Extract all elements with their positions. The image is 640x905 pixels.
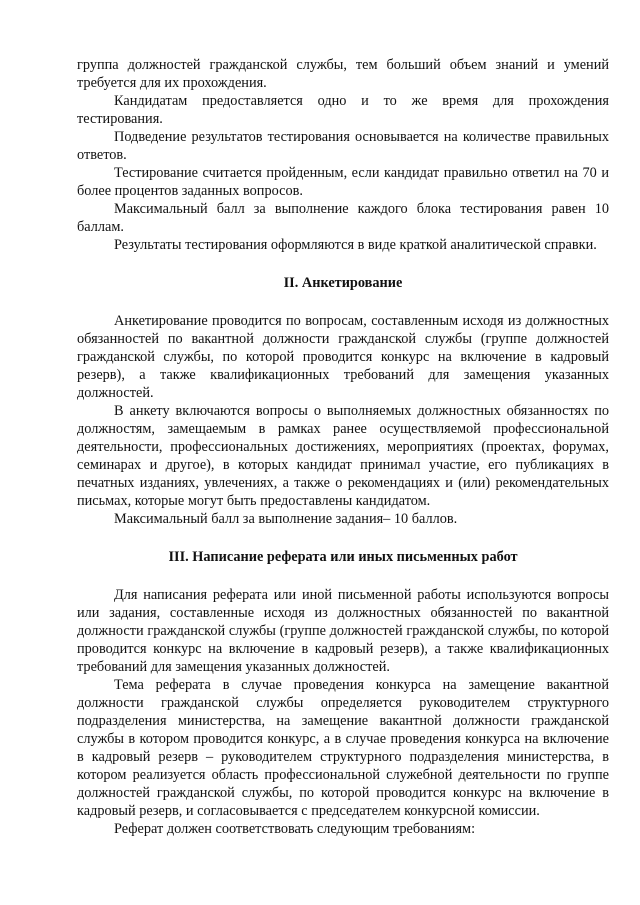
section-heading-essay: III. Написание реферата или иных письменных работ: [168, 549, 518, 565]
document-page: [77, 56, 609, 838]
paragraph-testing-results: Подведение результатов тестирования основывается на количестве правильных ответов.: [77, 129, 609, 163]
paragraph-essay-topic: Тема реферата в случае проведения конкурса на замещение вакантной должности гражданской службы определяется руководителем структурного подразделения министерства, на замещение вакантной должности гражданской службы в котором проводится конкурс, а в случае проведения конкурса на включение в кадровый резерв – руководителем структурного подразделения министерства, в котором реализуется область профессиональной служебной деятельности по группе должностей гражданской службы, по которой проводится конкурс на включение в кадровый резерв, и согласовывается с председателем конкурсной комиссии.: [77, 677, 609, 819]
paragraph-continuation: группа должностей гражданской службы, тем больший объем знаний и умений требуется для их прохождения.: [77, 57, 609, 91]
paragraph-testing-max-score: Максимальный балл за выполнение каждого блока тестирования равен 10 баллам.: [77, 201, 609, 235]
paragraph-essay-questions: Для написания реферата или иной письменной работы используются вопросы или задания, составленные исходя из должностных обязанностей по вакантной должности гражданской службы (группе должностей гражданской службы, по которой проводится конкурс на включение в кадровый резерв), а также квалификационных требований для замещения указанных должностей.: [77, 587, 609, 675]
paragraph-questionnaire-max-score: Максимальный балл за выполнение задания– 10 баллов.: [114, 511, 458, 527]
paragraph-questionnaire-content: В анкету включаются вопросы о выполняемых должностных обязанностях по должностям, замещаемым в рамках ранее осуществляемой профессиональной деятельности, профессиональных достижениях, мероприятиях (проектах, форумах, семинарах и другое), в которых кандидат принимал участие, его публикациях в печатных изданиях, увлечениях, а также о рекомендациях и (или) рекомендательных письмах, которые могут быть предоставлены кандидатом.: [77, 403, 609, 509]
paragraph-testing-time: Кандидатам предоставляется одно и то же время для прохождения тестирования.: [77, 93, 609, 127]
paragraph-testing-passed: Тестирование считается пройденным, если кандидат правильно ответил на 70 и более процентов заданных вопросов.: [77, 165, 609, 199]
paragraph-testing-report: Результаты тестирования оформляются в виде краткой аналитической справки.: [114, 237, 597, 253]
paragraph-questionnaire-intro: Анкетирование проводится по вопросам, составленным исходя из должностных обязанностей по вакантной должности гражданской службы (группе должностей гражданской службы, по которой проводится конкурс на включение в кадровый резерв), а также квалификационных требований для замещения указанных должностей.: [77, 313, 609, 401]
section-heading-questionnaire: II. Анкетирование: [283, 275, 403, 291]
paragraph-essay-requirements: Реферат должен соответствовать следующим требованиям:: [114, 821, 476, 837]
